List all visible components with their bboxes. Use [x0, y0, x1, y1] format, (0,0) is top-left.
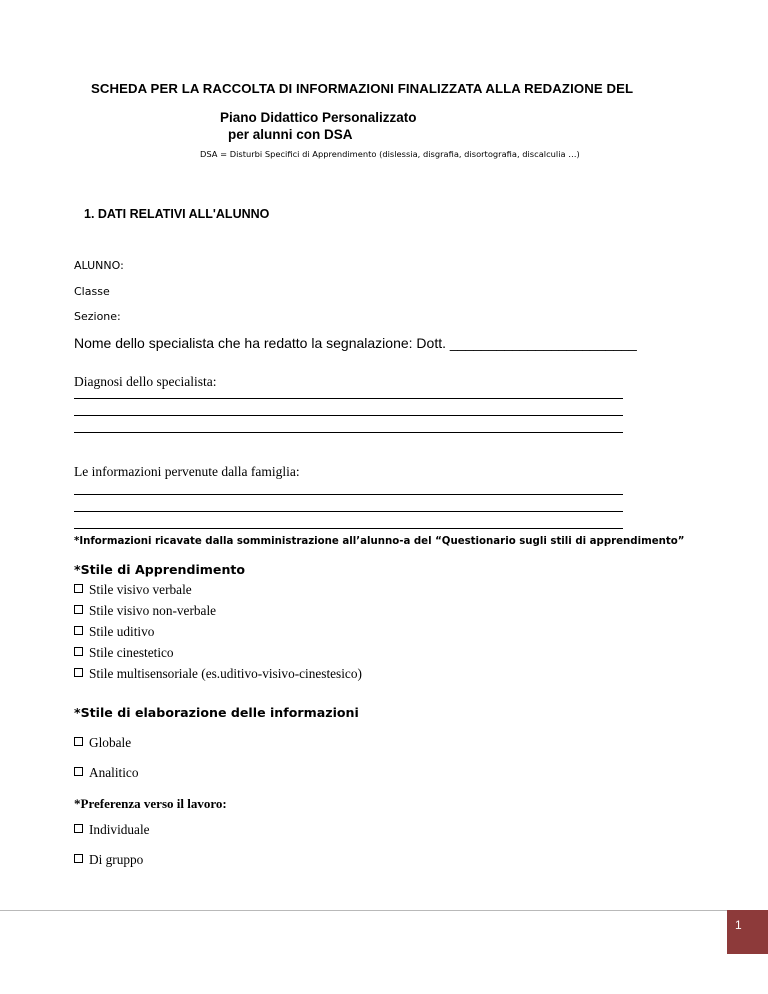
famiglia-blank-line-2: [74, 511, 623, 512]
famiglia-blank-line-1: [74, 494, 623, 495]
specialista-name-line: Nome dello specialista che ha redatto la segnalazione: Dott. ________________________: [74, 335, 637, 351]
option-analitico[interactable]: Analitico: [74, 765, 138, 781]
option-globale[interactable]: Globale: [74, 735, 131, 751]
checkbox-icon[interactable]: [74, 824, 83, 833]
checkbox-icon[interactable]: [74, 626, 83, 635]
questionario-heading: *Informazioni ricavate dalla somministrazione all’alunno-a del “Questionario sugli stili di apprendimento”: [74, 536, 685, 547]
document-title: SCHEDA PER LA RACCOLTA DI INFORMAZIONI FINALIZZATA ALLA REDAZIONE DEL: [91, 81, 634, 96]
option-stile-cinestetico[interactable]: Stile cinestetico: [74, 645, 174, 661]
diagnosi-blank-line-2: [74, 415, 623, 416]
preferenza-lavoro-heading: *Preferenza verso il lavoro:: [74, 796, 227, 811]
option-di-gruppo[interactable]: Di gruppo: [74, 852, 143, 868]
famiglia-label: Le informazioni pervenute dalla famiglia:: [74, 464, 300, 479]
document-subtitle-line2: per alunni con DSA: [228, 127, 353, 142]
section-heading-dati-alunno: 1. DATI RELATIVI ALL'ALUNNO: [84, 207, 270, 221]
footer-divider: [0, 910, 768, 911]
diagnosi-blank-line-3: [74, 432, 623, 433]
option-stile-uditivo[interactable]: Stile uditivo: [74, 624, 154, 640]
famiglia-blank-line-3: [74, 528, 623, 529]
option-individuale[interactable]: Individuale: [74, 822, 150, 838]
stile-apprendimento-heading: *Stile di Apprendimento: [74, 562, 246, 577]
classe-label: Classe: [74, 285, 110, 298]
checkbox-icon[interactable]: [74, 854, 83, 863]
checkbox-icon[interactable]: [74, 668, 83, 677]
dsa-definition-note: DSA = Disturbi Specifici di Apprendimento (dislessia, disgrafia, disortografia, discalculia …): [200, 149, 580, 159]
option-stile-visivo-verbale[interactable]: Stile visivo verbale: [74, 582, 192, 598]
document-subtitle-line1: Piano Didattico Personalizzato: [220, 110, 417, 125]
checkbox-icon[interactable]: [74, 605, 83, 614]
option-stile-multisensoriale[interactable]: Stile multisensoriale (es.uditivo-visivo-cinestesico): [74, 666, 362, 682]
checkbox-icon[interactable]: [74, 767, 83, 776]
sezione-label: Sezione:: [74, 310, 121, 323]
checkbox-icon[interactable]: [74, 647, 83, 656]
alunno-label: ALUNNO:: [74, 259, 124, 272]
checkbox-icon[interactable]: [74, 584, 83, 593]
checkbox-icon[interactable]: [74, 737, 83, 746]
stile-elaborazione-heading: *Stile di elaborazione delle informazioni: [74, 705, 359, 720]
page-number: 1: [735, 918, 742, 932]
page-number-box: [727, 910, 768, 954]
diagnosi-label: Diagnosi dello specialista:: [74, 374, 217, 389]
option-stile-visivo-non-verbale[interactable]: Stile visivo non-verbale: [74, 603, 216, 619]
diagnosi-blank-line-1: [74, 398, 623, 399]
